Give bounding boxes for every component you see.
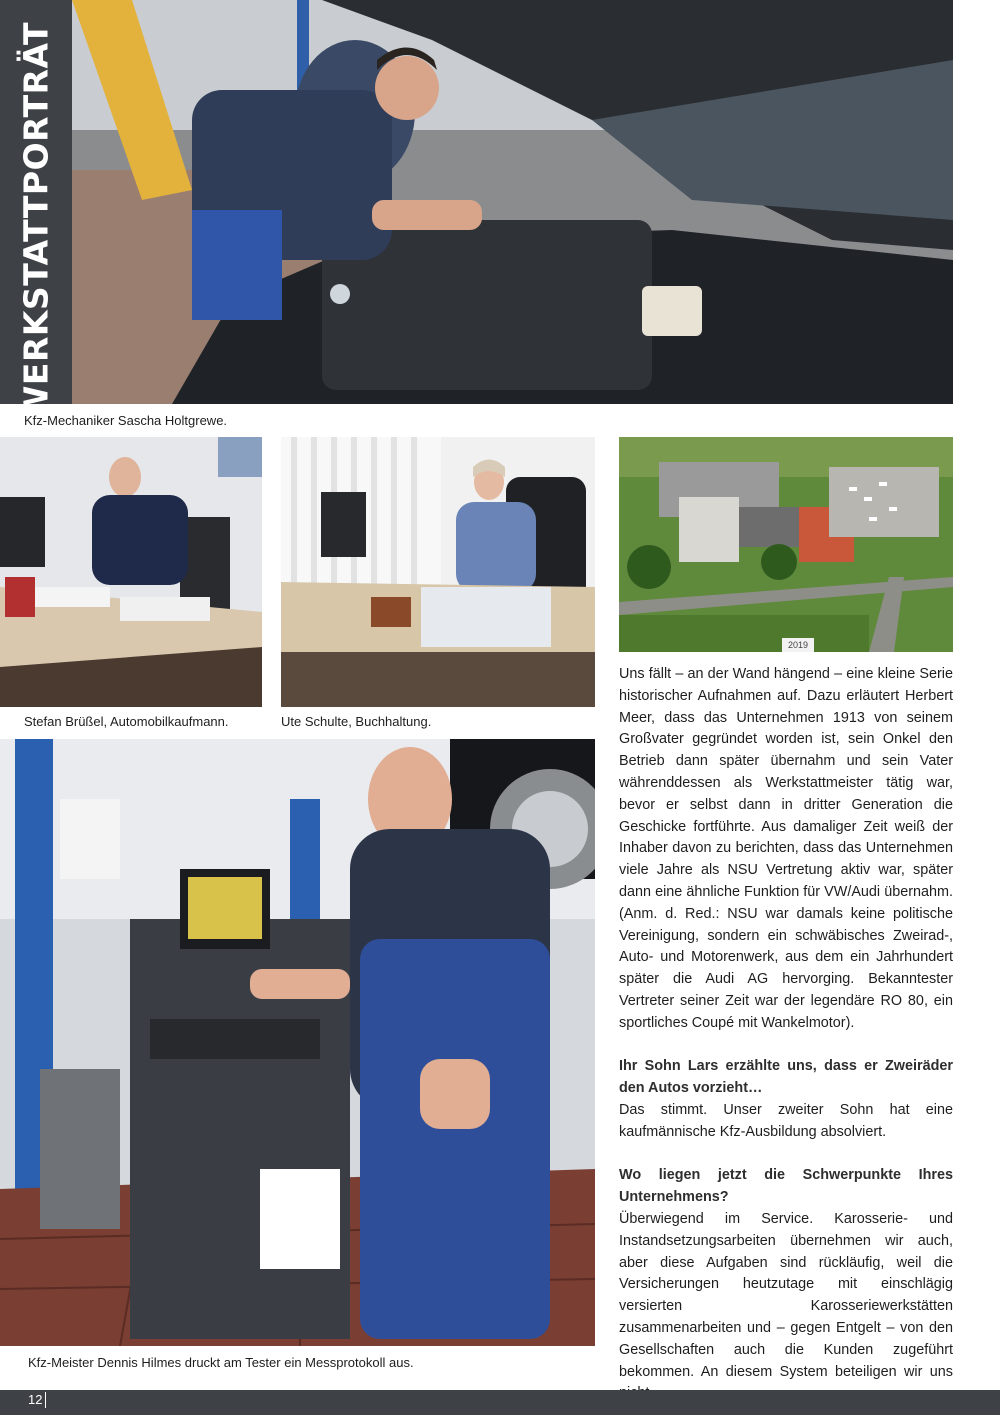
page-number-divider [45, 1392, 46, 1408]
page-number: 12 [28, 1392, 43, 1407]
section-title: WERKSTATTPORTRÄT [16, 22, 56, 422]
hero-caption: Kfz-Mechaniker Sascha Holtgrewe. [24, 413, 228, 428]
hero-photo [72, 0, 953, 404]
office-photo-right [281, 437, 595, 707]
interview-answer-2: Überwiegend im Service. Karosserie- und Instandsetzungsarbeiten übernehmen wir auch, aber diese Aufgaben sind rückläufig, weil die Versicherungen heutzutage mit einschlägig versierten Karosseriewerkstätten zusammenarbeiten und – gegen Entgelt – von den Gesellschaften auch die Kunden zugeführt bekommen. An diesem System beteiligen wir uns [619, 1210, 953, 1380]
interview-answer-1: Das stimmt. Unser zweiter Sohn hat eine kaufmännische Kfz-Ausbildung absolviert. [619, 1101, 953, 1140]
article-intro: Uns fällt – an der Wand hängend – eine kleine Serie historischer Aufnahmen auf. Dazu erläutert Herbert Meer, dass das Unternehmen 1913 von seinem Großvater gegründet worden ist, sein Onkel den Betrieb dann später übernahm und sein Vater währenddessen als Werkstattmeister tätig war, bevor er selbst dann in dritter Generation die Geschicke fortführte. Aus damaliger Zeit weiß der Inhaber davon zu berichten, dass das Unternehmen viele Jahre als NSU Vertretung aktiv war, später dann eine ähnliche Funktion für VW/Audi übernahm. (Anm. d. Red.: NSU war damals keine politische Vereinigung, sondern ein schwäbisches Zweirad-, Auto- und Motorenwerk, aus dem ein Jahrhundert später die Audi AG hervorging. Bekanntester Vertreter seiner Zeit war der legendäre RO 80, ein sportliches Coupé mit Wankelmotor). [619, 666, 953, 1031]
office-photo-left [0, 437, 262, 707]
diagnostics-caption: Kfz-Meister Dennis Hilmes druckt am Tester ein Messprotokoll aus. [28, 1355, 414, 1370]
section-tab [0, 0, 72, 422]
interview-question-2: Wo liegen jetzt die Schwerpunkte Ihres Unternehmens? [619, 1167, 953, 1206]
diagnostics-photo [0, 739, 595, 1346]
office-right-caption: Ute Schulte, Buchhaltung. [281, 714, 432, 729]
aerial-photo [619, 437, 953, 652]
footer-bar [0, 1390, 1000, 1415]
article-column [619, 664, 953, 1415]
interview-question-1: Ihr Sohn Lars erzählte uns, dass er Zweiräder den Autos vorzieht… [619, 1058, 953, 1097]
office-left-caption: Stefan Brüßel, Automobilkaufmann. [24, 714, 229, 729]
aerial-year-label: 2019 [782, 638, 814, 652]
